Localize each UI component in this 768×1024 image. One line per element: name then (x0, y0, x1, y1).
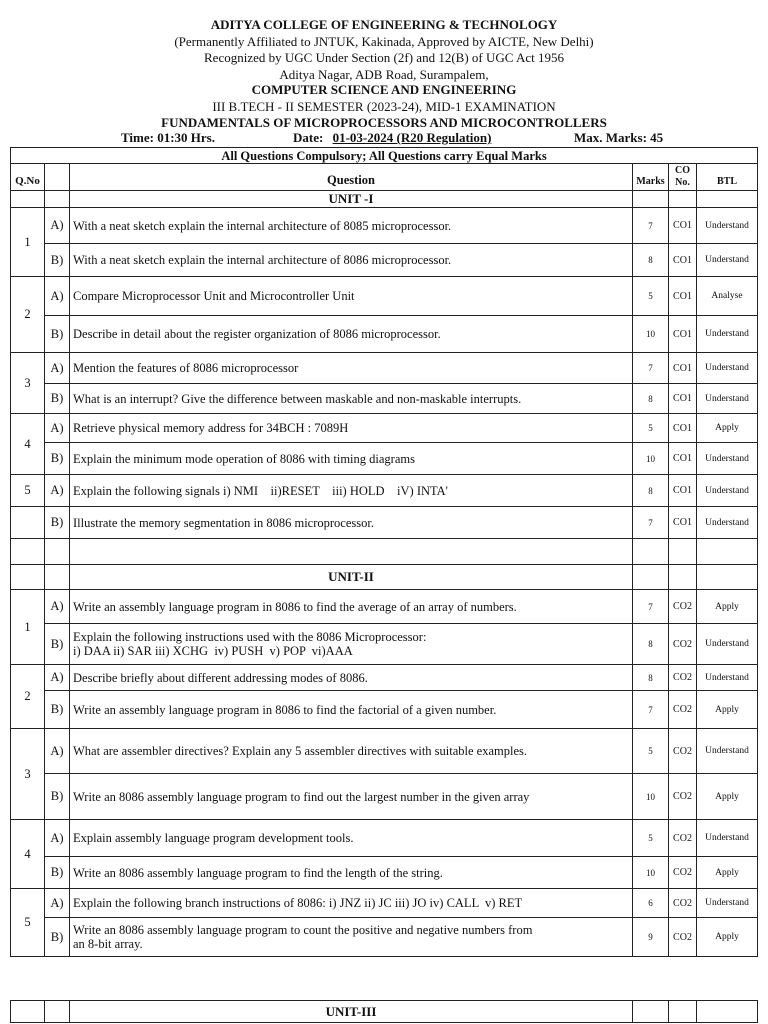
btl-level: Understand (697, 384, 758, 414)
marks: 5 (633, 820, 669, 857)
college-name: ADITYA COLLEGE OF ENGINEERING & TECHNOLOGY (210, 17, 558, 32)
question-text: Illustrate the memory segmentation in 8086 microprocessor. (70, 507, 633, 539)
unit-3-table (10, 1000, 758, 1023)
table-row (11, 507, 758, 539)
question-text: With a neat sketch explain the internal architecture of 8086 microprocessor. (70, 244, 633, 277)
part-label: A) (45, 590, 70, 624)
btl-level: Analyse (697, 277, 758, 316)
marks: 6 (633, 889, 669, 918)
question-number: 2 (11, 277, 45, 353)
question-text (70, 918, 633, 957)
question-text: Write an assembly language program in 8086 to find the factorial of a given number. (70, 691, 633, 729)
co-number: CO2 (669, 590, 697, 624)
part-label: B) (45, 774, 70, 820)
marks: 7 (633, 208, 669, 244)
marks: 5 (633, 277, 669, 316)
co-number: CO1 (669, 414, 697, 443)
question-text-line1: Explain the following instructions used with the 8086 Microprocessor: (73, 630, 427, 644)
btl-level: Apply (697, 857, 758, 889)
part-label: A) (45, 729, 70, 774)
question-text-line2: i) DAA ii) SAR iii) XCHG iv) PUSH v) POP vi)AAA (73, 644, 353, 658)
co-number: CO1 (669, 475, 697, 507)
part-label: B) (45, 384, 70, 414)
part-label: B) (45, 691, 70, 729)
table-row (11, 244, 758, 277)
part-label: B) (45, 244, 70, 277)
unit-heading-row (11, 565, 758, 590)
question-number: 4 (11, 820, 45, 889)
col-co (669, 164, 697, 191)
col-qno: Q.No (11, 164, 45, 191)
question-text: Mention the features of 8086 microprocessor (70, 353, 633, 384)
part-label: A) (45, 665, 70, 691)
part-label: B) (45, 918, 70, 957)
question-text: Compare Microprocessor Unit and Microcontroller Unit (70, 277, 633, 316)
question-text-line2: an 8-bit array. (73, 937, 143, 951)
question-number: 5 (11, 475, 45, 507)
col-co-line1: CO (675, 165, 690, 176)
question-text: Describe briefly about different addressing modes of 8086. (70, 665, 633, 691)
table-row (11, 820, 758, 857)
btl-level: Understand (697, 316, 758, 353)
table-row (11, 857, 758, 889)
question-number: 3 (11, 729, 45, 820)
question-text: Explain assembly language program development tools. (70, 820, 633, 857)
max-marks: Max. Marks: 45 (574, 130, 664, 145)
table-row (11, 384, 758, 414)
btl-level: Apply (697, 590, 758, 624)
question-text: What are assembler directives? Explain any 5 assembler directives with suitable examples. (70, 729, 633, 774)
exam-title: III B.TECH - II SEMESTER (2023-24), MID-1 EXAMINATION (212, 99, 556, 114)
question-number: 1 (11, 208, 45, 277)
part-label: B) (45, 624, 70, 665)
part-label: A) (45, 277, 70, 316)
exam-date (293, 130, 491, 146)
table-row (11, 665, 758, 691)
question-number: 3 (11, 353, 45, 414)
question-text (70, 624, 633, 665)
btl-level: Understand (697, 475, 758, 507)
btl-level: Understand (697, 353, 758, 384)
table-row (11, 316, 758, 353)
address: Aditya Nagar, ADB Road, Surampalem, (279, 67, 489, 82)
marks: 10 (633, 316, 669, 353)
table-row (11, 918, 758, 957)
table-row (11, 729, 758, 774)
question-text: What is an interrupt? Give the difference between maskable and non-maskable interrupts. (70, 384, 633, 414)
co-number: CO2 (669, 918, 697, 957)
marks: 8 (633, 475, 669, 507)
btl-level: Understand (697, 244, 758, 277)
co-number: CO2 (669, 665, 697, 691)
marks: 5 (633, 729, 669, 774)
co-number: CO2 (669, 624, 697, 665)
spacer-row (11, 539, 758, 565)
marks: 8 (633, 624, 669, 665)
btl-level: Understand (697, 889, 758, 918)
co-number: CO2 (669, 857, 697, 889)
part-label: A) (45, 414, 70, 443)
part-label: A) (45, 820, 70, 857)
btl-level: Apply (697, 918, 758, 957)
marks: 10 (633, 774, 669, 820)
question-text: Write an assembly language program in 8086 to find the average of an array of numbers. (70, 590, 633, 624)
question-text-line1: Write an 8086 assembly language program to count the positive and negative numbers from (73, 923, 533, 937)
marks: 7 (633, 353, 669, 384)
unit-2-title: UNIT-II (70, 565, 633, 590)
instructions-row (11, 148, 758, 164)
co-number: CO1 (669, 208, 697, 244)
table-row (11, 414, 758, 443)
question-number: 4 (11, 414, 45, 475)
exam-time: Time: 01:30 Hrs. (121, 130, 215, 145)
col-btl: BTL (697, 164, 758, 191)
part-label: A) (45, 208, 70, 244)
co-number: CO1 (669, 384, 697, 414)
table-row (11, 277, 758, 316)
btl-level: Understand (697, 624, 758, 665)
marks: 8 (633, 384, 669, 414)
unit-3-title: UNIT-III (70, 1001, 633, 1023)
table-row (11, 590, 758, 624)
unit-heading-row (11, 1001, 758, 1023)
subject-title: FUNDAMENTALS OF MICROPROCESSORS AND MICROCONTROLLERS (161, 115, 607, 130)
department: COMPUTER SCIENCE AND ENGINEERING (251, 82, 517, 97)
btl-level: Apply (697, 691, 758, 729)
marks: 8 (633, 665, 669, 691)
btl-level: Apply (697, 774, 758, 820)
question-text: Explain the following branch instructions of 8086: i) JNZ ii) JC iii) JO iv) CALL v) RET (70, 889, 633, 918)
part-label: B) (45, 507, 70, 539)
part-label: A) (45, 475, 70, 507)
btl-level: Understand (697, 729, 758, 774)
unit-heading-row (11, 191, 758, 208)
marks: 10 (633, 857, 669, 889)
table-row (11, 889, 758, 918)
question-text: Retrieve physical memory address for 34BCH : 7089H (70, 414, 633, 443)
co-number: CO1 (669, 244, 697, 277)
btl-level: Understand (697, 820, 758, 857)
question-text: Describe in detail about the register organization of 8086 microprocessor. (70, 316, 633, 353)
unit-1-title: UNIT -I (70, 191, 633, 208)
co-number: CO2 (669, 889, 697, 918)
question-text: Write an 8086 assembly language program to find the length of the string. (70, 857, 633, 889)
part-label: A) (45, 353, 70, 384)
question-number: 2 (11, 665, 45, 729)
marks: 7 (633, 507, 669, 539)
question-text: Explain the following signals i) NMI ii)RESET iii) HOLD iV) INTA' (70, 475, 633, 507)
question-text: Explain the minimum mode operation of 8086 with timing diagrams (70, 443, 633, 475)
table-row (11, 774, 758, 820)
marks: 10 (633, 443, 669, 475)
co-number: CO2 (669, 820, 697, 857)
marks: 7 (633, 590, 669, 624)
co-number: CO1 (669, 277, 697, 316)
co-number: CO2 (669, 729, 697, 774)
marks: 8 (633, 244, 669, 277)
btl-level: Understand (697, 507, 758, 539)
co-number: CO2 (669, 691, 697, 729)
question-text: Write an 8086 assembly language program to find out the largest number in the given array (70, 774, 633, 820)
marks: 7 (633, 691, 669, 729)
co-number: CO2 (669, 774, 697, 820)
table-row (11, 691, 758, 729)
table-row (11, 208, 758, 244)
question-text: With a neat sketch explain the internal architecture of 8085 microprocessor. (70, 208, 633, 244)
marks: 9 (633, 918, 669, 957)
col-marks: Marks (633, 164, 669, 191)
col-co-line2: No. (675, 177, 690, 188)
affiliation: (Permanently Affiliated to JNTUK, Kakinada, Approved by AICTE, New Delhi) (174, 34, 594, 49)
col-question: Question (70, 164, 633, 191)
date-value: 01-03-2024 (R20 Regulation) (332, 130, 492, 145)
header-row (11, 164, 758, 191)
question-table (10, 147, 758, 957)
question-number: 5 (11, 889, 45, 957)
btl-level: Understand (697, 208, 758, 244)
co-number: CO1 (669, 443, 697, 475)
co-number: CO1 (669, 316, 697, 353)
table-row (11, 443, 758, 475)
btl-level: Understand (697, 443, 758, 475)
part-label: B) (45, 443, 70, 475)
part-label: B) (45, 857, 70, 889)
date-label: Date: (293, 130, 324, 145)
question-number: 1 (11, 590, 45, 665)
btl-level: Understand (697, 665, 758, 691)
table-row (11, 353, 758, 384)
part-label: B) (45, 316, 70, 353)
co-number: CO1 (669, 507, 697, 539)
marks: 5 (633, 414, 669, 443)
btl-level: Apply (697, 414, 758, 443)
instructions: All Questions Compulsory; All Questions carry Equal Marks (11, 148, 758, 164)
recognition: Recognized by UGC Under Section (2f) and 12(B) of UGC Act 1956 (204, 50, 564, 65)
part-label: A) (45, 889, 70, 918)
table-row (11, 475, 758, 507)
table-row (11, 624, 758, 665)
co-number: CO1 (669, 353, 697, 384)
